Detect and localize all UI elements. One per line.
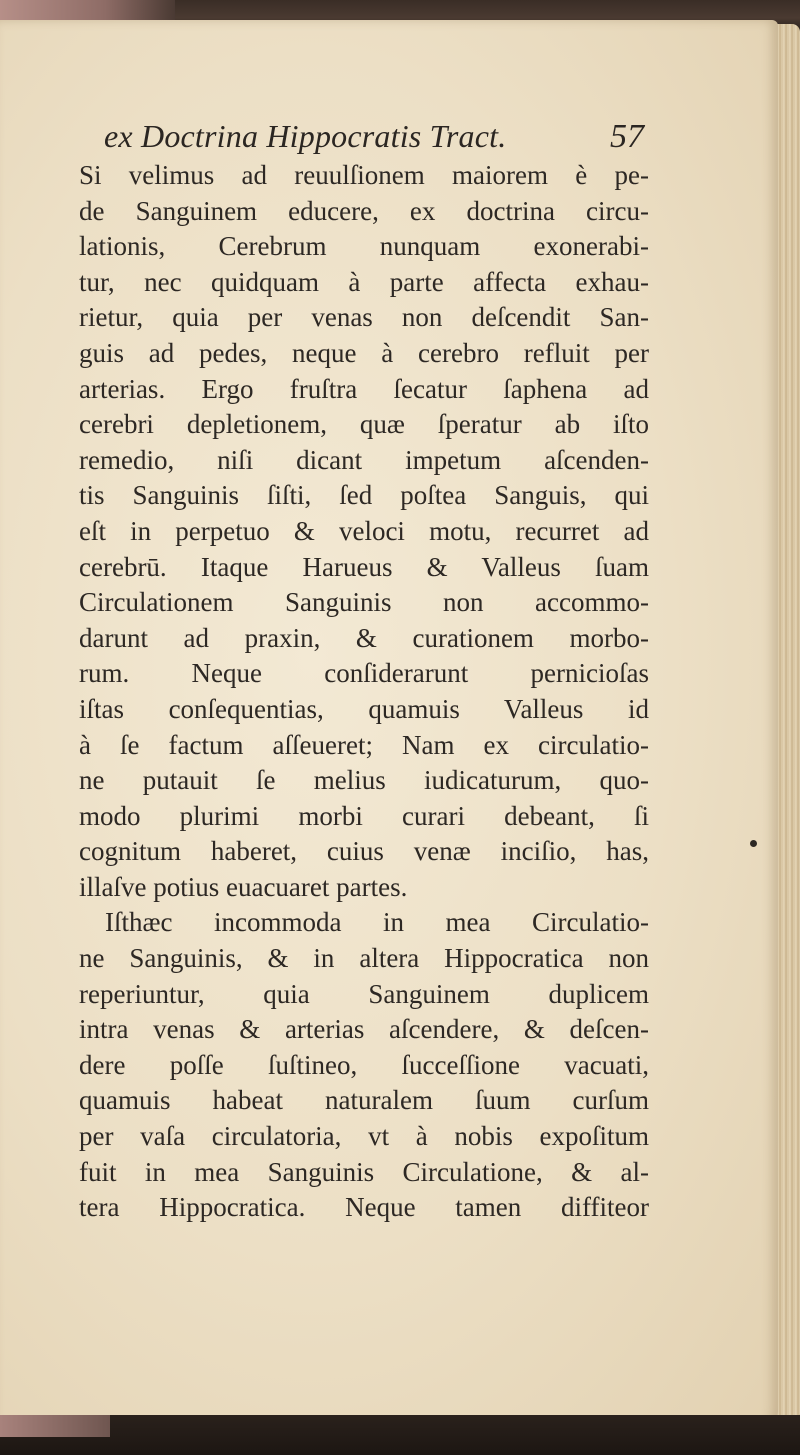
text-line: ne putauit ſe melius iudicaturum, quo- (79, 765, 649, 796)
running-title: ex Doctrina Hippocratis Tract. (104, 118, 507, 154)
text-line: intra venas & arterias aſcendere, & deſcen- (79, 1014, 649, 1045)
text-line: cerebri depletionem, quæ ſperatur ab iſto (79, 409, 649, 440)
text-line: arterias. Ergo fruſtra ſecatur ſaphena ad (79, 373, 649, 404)
text-line: per vaſa circulatoria, vt à nobis expoſitum (79, 1121, 649, 1152)
text-line: cognitum haberet, cuius venæ inciſio, has, (79, 836, 649, 867)
text-line: modo plurimi morbi curari debeant, ſi (79, 800, 649, 831)
text-line: iſtas conſequentias, quamuis Valleus id (79, 693, 649, 724)
text-line: à ſe factum aſſeueret; Nam ex circulatio- (79, 729, 649, 760)
text-line: dere poſſe ſuſtineo, ſucceſſione vacuati, (79, 1049, 649, 1080)
bottom-binding (0, 1415, 800, 1455)
text-line: tur, nec quidquam à parte affecta exhau- (79, 266, 649, 297)
text-line: lationis, Cerebrum nunquam exonerabi- (79, 231, 649, 262)
text-line: quamuis habeat naturalem ſuum curſum (79, 1085, 649, 1116)
page-number: 57 (610, 118, 644, 155)
text-line: tis Sanguinis ſiſti, ſed poſtea Sanguis, qui (79, 480, 649, 511)
text-line: tera Hippocratica. Neque tamen diffiteor (79, 1192, 649, 1223)
text-line: guis ad pedes, neque à cerebro refluit per (79, 337, 649, 368)
text-line: cerebrū. Itaque Harueus & Valleus ſuam (79, 551, 649, 582)
text-line: Circulationem Sanguinis non accommo- (79, 587, 649, 618)
ink-spot (750, 840, 757, 847)
text-line: de Sanguinem educere, ex doctrina circu- (79, 195, 649, 226)
binding-edge-tag (0, 1415, 110, 1437)
text-line: illaſve potius euacuaret partes. (79, 871, 408, 902)
text-line: rum. Neque conſiderarunt pernicioſas (79, 658, 649, 689)
text-line: remedio, niſi dicant impetum aſcenden- (79, 444, 649, 475)
text-line: fuit in mea Sanguinis Circulatione, & al- (79, 1156, 649, 1187)
text-line: darunt ad praxin, & curationem morbo- (79, 622, 649, 653)
text-line: eſt in perpetuo & veloci motu, recurret ad (79, 515, 649, 546)
text-line: Iſthæc incommoda in mea Circulatio- (105, 907, 649, 938)
text-line: ne Sanguinis, & in altera Hippocratica non (79, 943, 649, 974)
body-text (79, 158, 649, 1226)
text-line: rietur, quia per venas non deſcendit San- (79, 302, 649, 333)
text-line: Si velimus ad reuulſionem maiorem è pe- (79, 160, 649, 190)
text-line: reperiuntur, quia Sanguinem duplicem (79, 978, 649, 1009)
